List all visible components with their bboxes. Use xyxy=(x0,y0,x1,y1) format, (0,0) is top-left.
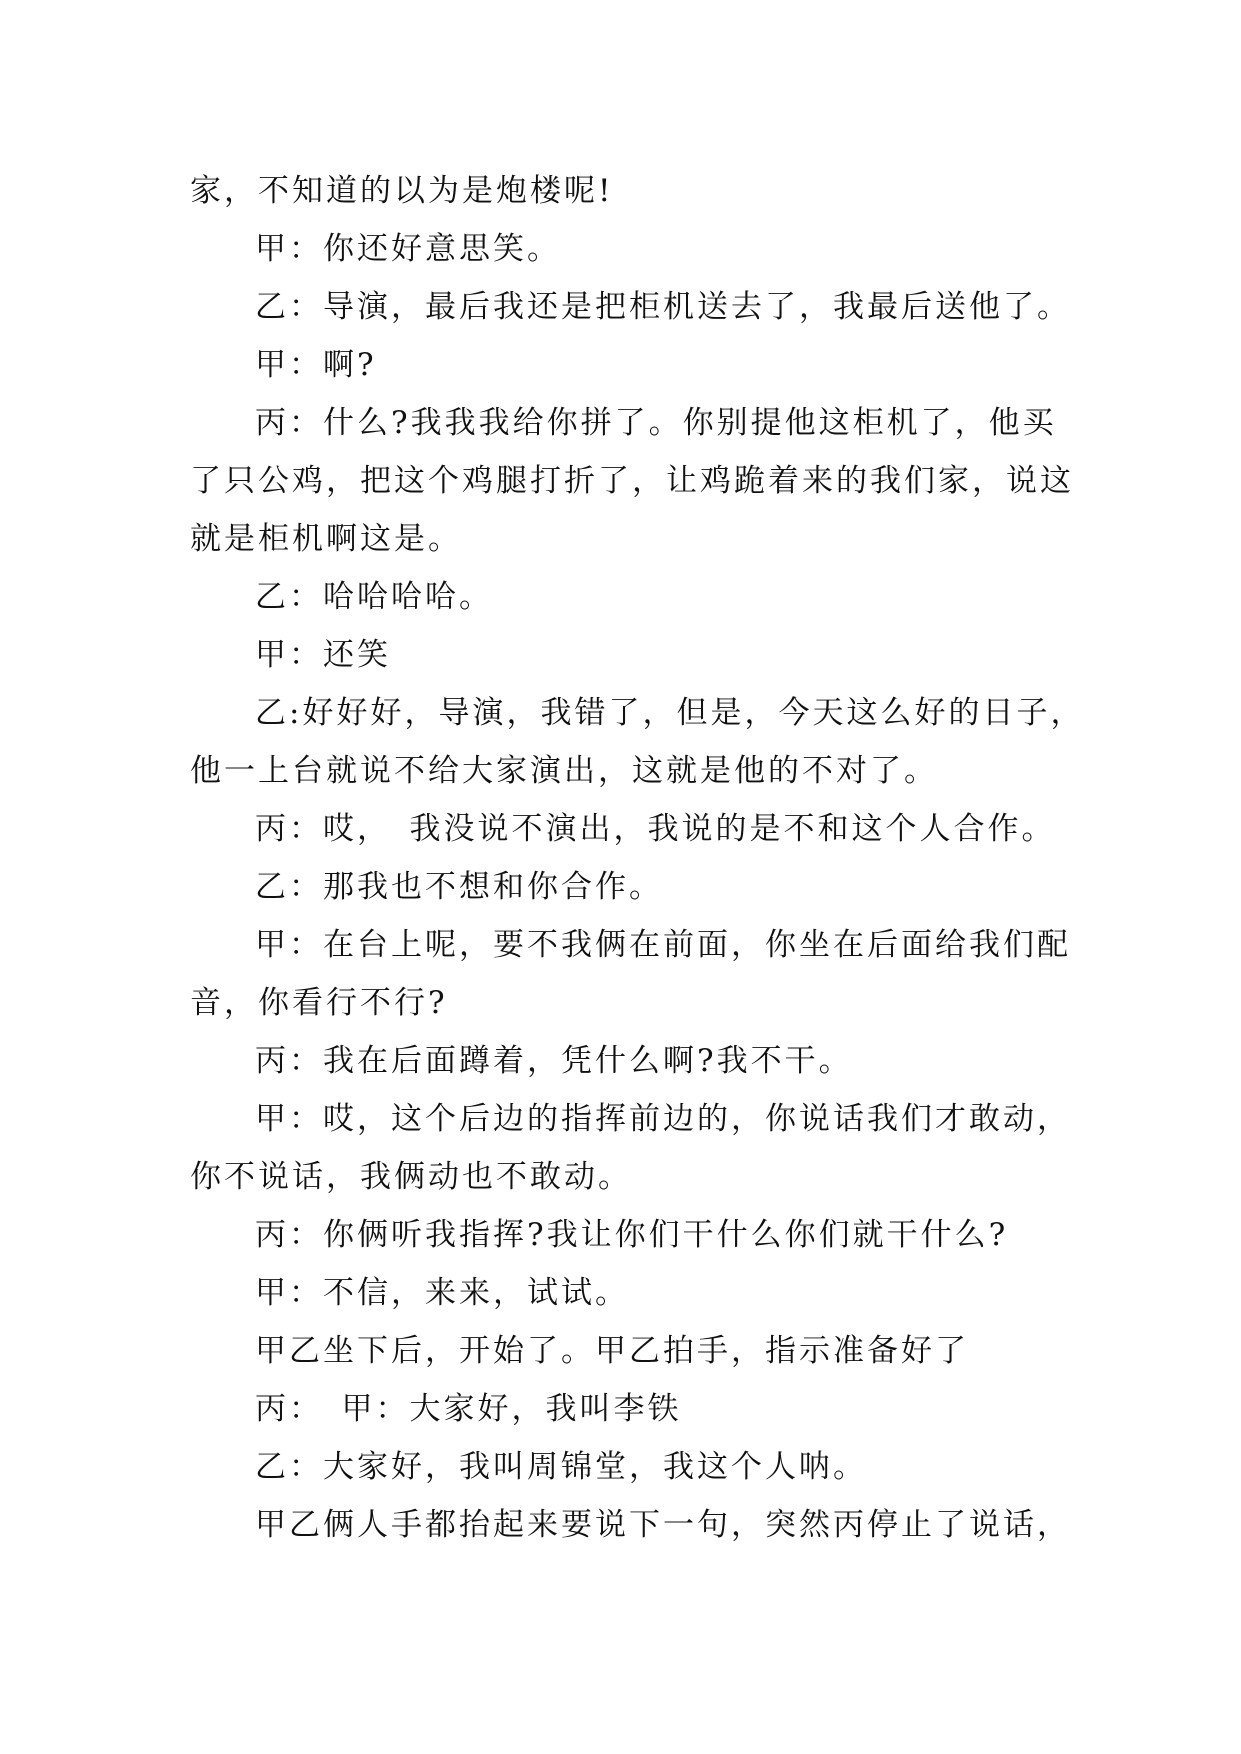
text-line: 丙：我在后面蹲着，凭什么啊?我不干。 xyxy=(255,1043,853,1079)
text-line: 乙：哈哈哈哈。 xyxy=(255,579,493,615)
text-line: 甲：啊? xyxy=(255,347,377,383)
text-line: 甲乙坐下后，开始了。甲乙拍手，指示准备好了 xyxy=(255,1333,969,1369)
text-line: 甲：还笑 xyxy=(255,637,391,673)
text-line: 甲：你还好意思笑。 xyxy=(255,231,561,267)
text-line: 甲：不信，来来，试试。 xyxy=(255,1275,629,1311)
text-line: 就是柜机啊这是。 xyxy=(190,521,462,557)
text-line: 丙：哎， 我没说不演出，我说的是不和这个人合作。 xyxy=(255,811,1056,847)
text-line: 丙：你俩听我指挥?我让你们干什么你们就干什么? xyxy=(255,1217,1009,1253)
text-line: 乙：大家好，我叫周锦堂，我这个人呐。 xyxy=(255,1449,867,1485)
text-line: 乙：那我也不想和你合作。 xyxy=(255,869,663,905)
text-line: 了只公鸡，把这个鸡腿打折了，让鸡跪着来的我们家，说这 xyxy=(190,463,1074,499)
text-line: 乙:好好好，导演，我错了，但是，今天这么好的日子， xyxy=(255,695,1085,731)
text-line: 丙： 甲：大家好，我叫李铁 xyxy=(255,1391,682,1427)
text-line: 你不说话，我俩动也不敢动。 xyxy=(190,1159,632,1195)
text-line: 他一上台就说不给大家演出，这就是他的不对了。 xyxy=(190,753,938,789)
document-body xyxy=(190,162,1085,1554)
text-line: 乙：导演，最后我还是把柜机送去了，我最后送他了。 xyxy=(255,289,1071,325)
text-line: 音，你看行不行? xyxy=(190,985,448,1021)
text-line: 甲：哎，这个后边的指挥前边的，你说话我们才敢动， xyxy=(255,1101,1071,1137)
text-line: 家，不知道的以为是炮楼呢! xyxy=(190,173,614,209)
text-line: 甲乙俩人手都抬起来要说下一句，突然丙停止了说话， xyxy=(255,1507,1071,1543)
text-line: 甲：在台上呢，要不我俩在前面，你坐在后面给我们配 xyxy=(255,927,1071,963)
text-line: 丙：什么?我我我给你拼了。你别提他这柜机了，他买 xyxy=(255,405,1057,441)
